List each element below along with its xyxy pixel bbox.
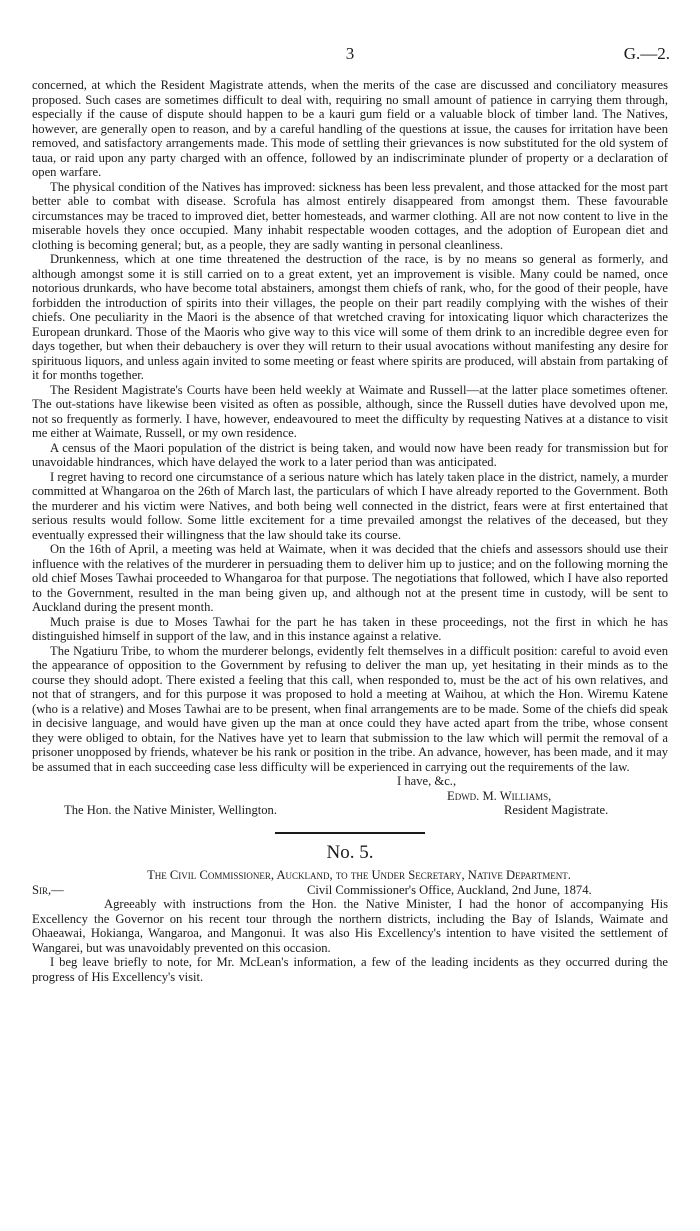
signer-title: Resident Magistrate. xyxy=(504,803,609,817)
signer-row xyxy=(32,789,668,804)
section-title: No. 5. xyxy=(326,841,374,863)
document-reference: G.—2. xyxy=(623,44,670,63)
paragraph: The physical condition of the Natives has improved: sickness has been less prevalent, and those attacked for the most part better able to combat with disease. Scrofula has almost entirely disappeared from amongst them. These favourable circumstances may be traced to improved diet, better homesteads, and warmer clothing. All are not now content to live in the miserable hovels they once occupied. Many inhabit respectable wooden cottages, and the adoption of European diet and clothing is becoming general; but, as a people, they are sadly wanting in personal cleanliness. xyxy=(32,179,668,252)
paragraph: On the 16th of April, a meeting was held at Waimate, when it was decided that the chiefs and assessors should use their influence with the relatives of the murderer in persuading them to deliver him up to justice; and on the following morning the old chief Moses Tawhai proceeded to Whangaroa for that purpose. The negotiations that followed, which I have also reported to the Government, resulted in the man being given up, and although not at the present time in custody, will be sent to Auckland during the present month. xyxy=(32,542,668,614)
salutation: Sir,— xyxy=(32,882,64,897)
paragraph: Much praise is due to Moses Tawhai for the part he has taken in these proceedings, not the first in which he has distinguished himself in support of the law, and in this instance against a relative. xyxy=(32,614,668,643)
letter-paragraph: I beg leave briefly to note, for Mr. McLean's information, a few of the leading incidents as they occurred during the progress of His Excellency's visit. xyxy=(32,955,668,984)
closing: I have, &c., xyxy=(397,774,457,788)
page-number: 3 xyxy=(345,44,355,63)
body-text xyxy=(32,78,668,984)
signer-name: Edwd. M. Williams, xyxy=(447,788,552,803)
address-date: Civil Commissioner's Office, Auckland, 2nd June, 1874. xyxy=(307,882,592,897)
letter-paragraph: Agreeably with instructions from the Hon. the Native Minister, I had the honor of accompanying His Excellency the Governor on his recent tour through the northern districts, including the Bay of Islands, Waimate and Ohaeawai, Hokianga, Wangaroa, and Mangonui. It was also His Excellency's intention to have visited the settlement of Wangarei, but was unavoidably prevented on this occasion. xyxy=(32,897,668,955)
paragraph: The Resident Magistrate's Courts have been held weekly at Waimate and Russell—at the latter place sometimes oftener. The out-stations have likewise been visited as often as possible, although, since the Russell duties have devolved upon me, not so frequently as formerly. I have, however, endeavoured to meet the difficulty by requesting Natives at a distance to visit me either at Waimate, Russell, or my own residence. xyxy=(32,382,668,440)
paragraph: concerned, at which the Resident Magistrate attends, when the merits of the case are discussed and conciliatory measures proposed. Such cases are sometimes difficult to deal with, requiring no small amount of patience in carrying them through, especially if the cause of dispute should happen to be a kauri gum field or a valuable block of timber land. The Natives, however, are generally open to reason, and by a careful handling of the questions at issue, the causes for irritation have been removed, and satisfactory arrangements made. This mode of settling their grievances is now substituted for the old system of taua, or raid upon any party charged with an offence, followed by an indiscriminate plunder of property or a declaration of open warfare. xyxy=(32,78,668,179)
paragraph: I regret having to record one circumstance of a serious nature which has lately taken place in the district, namely, a murder committed at Whangaroa on the 26th of March last, the particulars of which I have already reported to the Government. Both the murderer and his victim were Natives, and both being well connected in the district, fears were at first entertained that serious results would follow. Some little excitement for a time prevailed amongst the relatives of the deceased, but they eventually expressed their willingness that the law should take its course. xyxy=(32,469,668,542)
paragraph: A census of the Maori population of the district is being taken, and would now have been ready for transmission but for unavoidable hindrances, which have delayed the work to a later period than was anticipated. xyxy=(32,440,668,469)
section-divider xyxy=(275,832,425,834)
paragraph: The Ngatiuru Tribe, to whom the murderer belongs, evidently felt themselves in a difficult position: careful to avoid even the appearance of opposition to the Government by refusing to deliver the man up, yet hesitating in their minds as to the course they should adopt. There existed a feeling that this call, when responded to, must be the act of his own relatives, and not that of strangers, and for this purpose it was proposed to hold a meeting at Waihou, at which the Hon. Wiremu Katene (who is a relative) and Moses Tawhai are to be present, when final arrangements are to be made. Some of the chiefs did speak in decisive language, and would have given up the man at once could they have acted apart from the tribe, whose consent they were obliged to obtain, for the Natives have yet to learn that submission to the law which will permit the removal of a prisoner unopposed by friends, whatever be his rank or position in the tribe. An advance, however, has been made, and it may be assumed that in each succeeding case less difficulty will be experienced in carrying out the requirements of the law. xyxy=(32,643,668,774)
paragraph: Drunkenness, which at one time threatened the destruction of the race, is by no means so general as formerly, and although amongst some it is still carried on to a great extent, yet an improvement is visible. Many could be named, once notorious drunkards, who have become total abstainers, amongst them chiefs of rank, who, for the good of their people, have forbidden the introduction of spirits into their villages, the people on their part readily complying with the wishes of their chiefs. One peculiarity in the Maori is the absence of that wretched craving for intoxicating liquor which characterizes the European drunkard. Those of the Maoris who give way to this vice will some of them drink to an incredible degree even for days together, but when their debauchery is over they will return to their usual avocations without manifesting any desire for spirituous liquors, and unless again invited to some meeting or feast where spirits are produced, will abstain from partaking of it for months together. xyxy=(32,252,668,382)
salutation-row xyxy=(32,883,668,898)
addressee-row xyxy=(32,803,668,818)
letter-from-line: The Civil Commissioner, Auckland, to the Under Secretary, Native Department. xyxy=(147,868,571,882)
addressee: The Hon. the Native Minister, Wellington. xyxy=(64,803,278,817)
signature-closing-row xyxy=(32,774,668,789)
